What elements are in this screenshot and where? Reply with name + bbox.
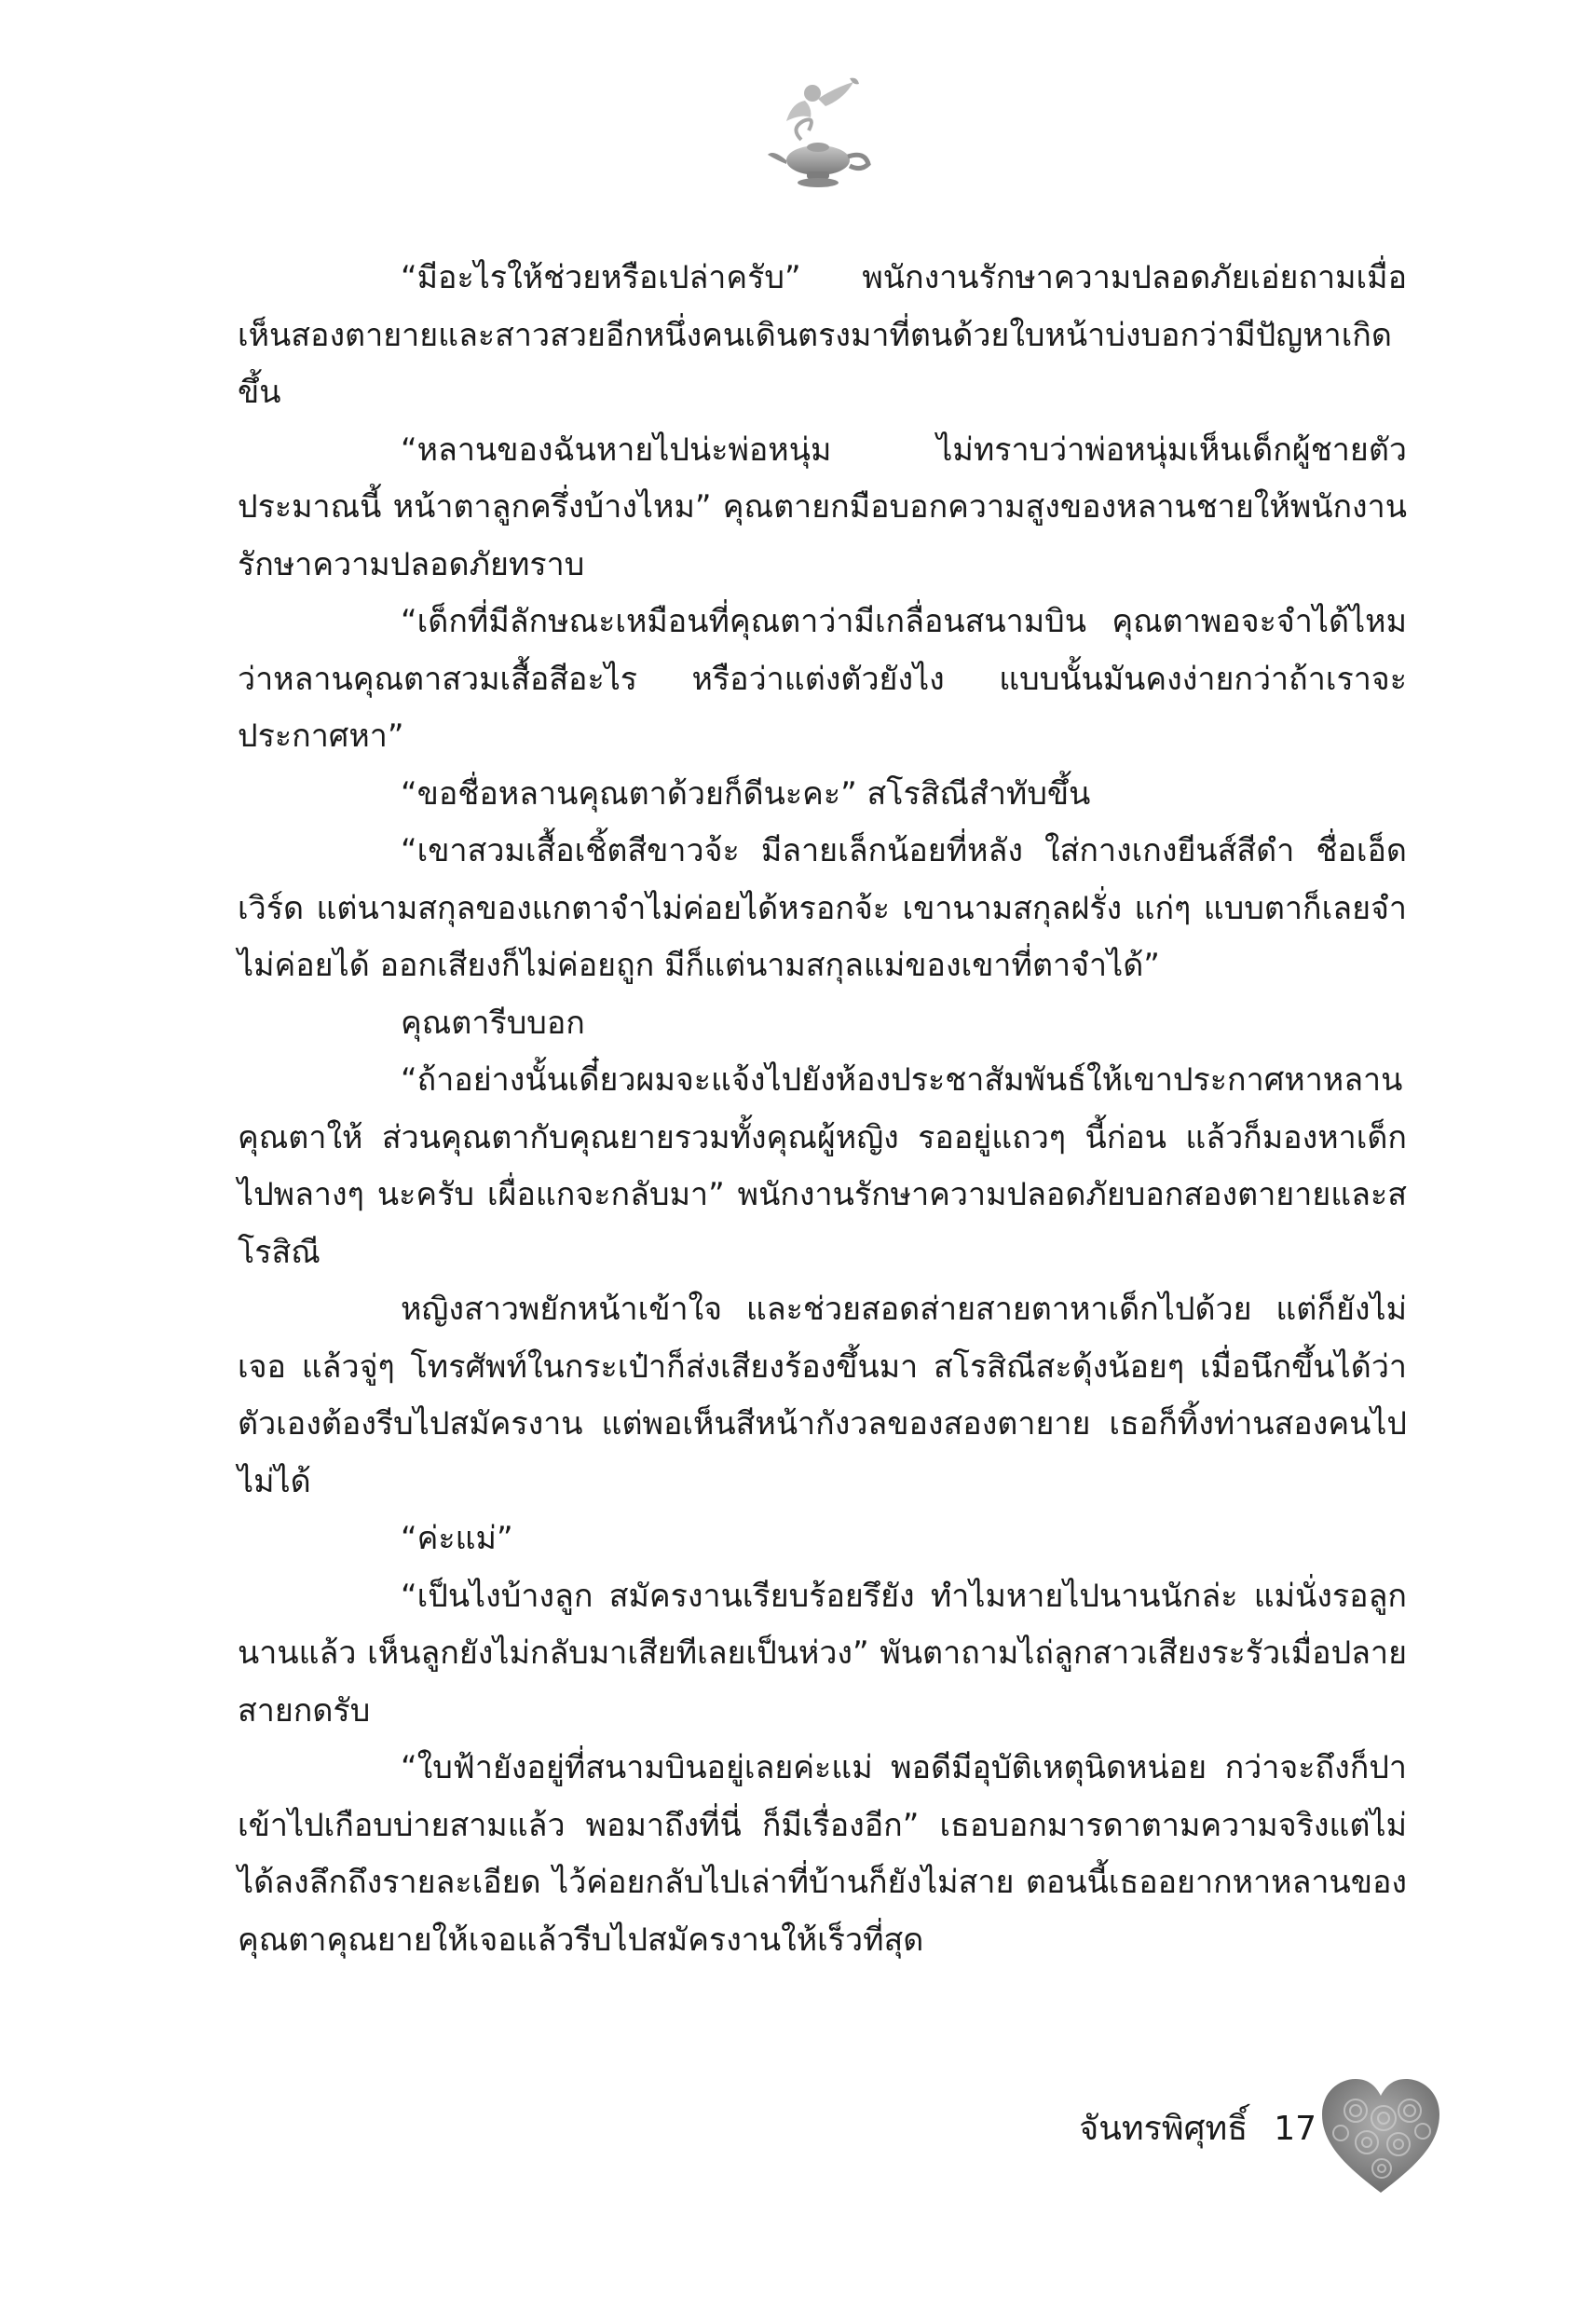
paragraph: “ถ้าอย่างนั้นเดี๋ยวผมจะแจ้งไปยังห้องประชาสัมพันธ์ให้เขาประกาศหาหลานคุณตาให้ ส่วนคุณตากับคุณยายรวมทั้งคุณผู้หญิง รออยู่แถวๆ นี้ก่อน แล้วก็มองหาเด็กไปพลางๆ นะครับ เผื่อแกจะกลับมา” พนักงานรักษาความปลอดภัยบอกสองตายายและสโรสิณี xyxy=(238,1061,1407,1271)
paragraph: “หลานของฉันหายไปน่ะพ่อหนุ่ม ไม่ทราบว่าพ่อหนุ่มเห็นเด็กผู้ชายตัวประมาณนี้ หน้าตาลูกครึ่งบ้างไหม” คุณตายกมือบอกความสูงของหลานชายให้พนักงานรักษาความปลอดภัยทราบ xyxy=(238,431,1407,583)
story-text xyxy=(238,250,1407,1969)
page-number: 17 xyxy=(1274,2110,1316,2148)
paragraph: “เป็นไงบ้างลูก สมัครงานเรียบร้อยรึยัง ทำไมหายไปนานนักล่ะ แม่นั่งรอลูกนานแล้ว เห็นลูกยังไม่กลับมาเสียทีเลยเป็นห่วง” พันตาถามไถ่ลูกสาวเสียงระรัวเมื่อปลายสายกดรับ xyxy=(238,1577,1407,1730)
rose-heart-icon xyxy=(1318,2073,1444,2199)
page-footer xyxy=(1079,2106,1316,2153)
paragraph: “เขาสวมเสื้อเชิ้ตสีขาวจ้ะ มีลายเล็กน้อยที่หลัง ใส่กางเกงยีนส์สีดำ ชื่อเอ็ดเวิร์ด แต่นามสกุลของแกตาจำไม่ค่อยได้หรอกจ้ะ เขานามสกุลฝรั่ง แก่ๆ แบบตาก็เลยจำไม่ค่อยได้ ออกเสียงก็ไม่ค่อยถูก มีก็แต่นามสกุลแม่ของเขาที่ตาจำได้” xyxy=(238,832,1407,984)
paragraph: “ขอชื่อหลานคุณตาด้วยก็ดีนะคะ” สโรสิณีสำทับขึ้น xyxy=(401,774,1091,813)
paragraph: “เด็กที่มีลักษณะเหมือนที่คุณตาว่ามีเกลื่อนสนามบิน คุณตาพอจะจำได้ไหมว่าหลานคุณตาสวมเสื้อสีอะไร หรือว่าแต่งตัวยังไง แบบนั้นมันคงง่ายกว่าถ้าเราจะประกาศหา” xyxy=(238,603,1407,755)
book-title: จันทรพิศุทธิ์ xyxy=(1079,2110,1248,2148)
lamp-and-angel-ornament-icon xyxy=(764,75,876,196)
paragraph: “มีอะไรให้ช่วยหรือเปล่าครับ” พนักงานรักษาความปลอดภัยเอ่ยถามเมื่อเห็นสองตายายและสาวสวยอีกหนึ่งคนเดินตรงมาที่ตนด้วยใบหน้าบ่งบอกว่ามีปัญหาเกิดขึ้น xyxy=(238,259,1407,411)
paragraph: “ค่ะแม่” xyxy=(401,1520,513,1557)
paragraph: คุณตารีบบอก xyxy=(401,1004,585,1042)
paragraph: “ใบฟ้ายังอยู่ที่สนามบินอยู่เลยค่ะแม่ พอดีมีอุบัติเหตุนิดหน่อย กว่าจะถึงก็ปาเข้าไปเกือบบ่ายสามแล้ว พอมาถึงที่นี่ ก็มีเรื่องอีก” เธอบอกมารดาตามความจริงแต่ไม่ได้ลงลึกถึงรายละเอียด ไว้ค่อยกลับไปเล่าที่บ้านก็ยังไม่สาย ตอนนี้เธออยากหาหลานของคุณตาคุณยายให้เจอแล้วรีบไปสมัครงานให้เร็วที่สุด xyxy=(238,1749,1407,1959)
paragraph: หญิงสาวพยักหน้าเข้าใจ และช่วยสอดส่ายสายตาหาเด็กไปด้วย แต่ก็ยังไม่เจอ แล้วจู่ๆ โทรศัพท์ในกระเป๋าก็ส่งเสียงร้องขึ้นมา สโรสิณีสะดุ้งน้อยๆ เมื่อนึกขึ้นได้ว่าตัวเองต้องรีบไปสมัครงาน แต่พอเห็นสีหน้ากังวลของสองตายาย เธอก็ทิ้งท่านสองคนไปไม่ได้ xyxy=(238,1291,1407,1500)
